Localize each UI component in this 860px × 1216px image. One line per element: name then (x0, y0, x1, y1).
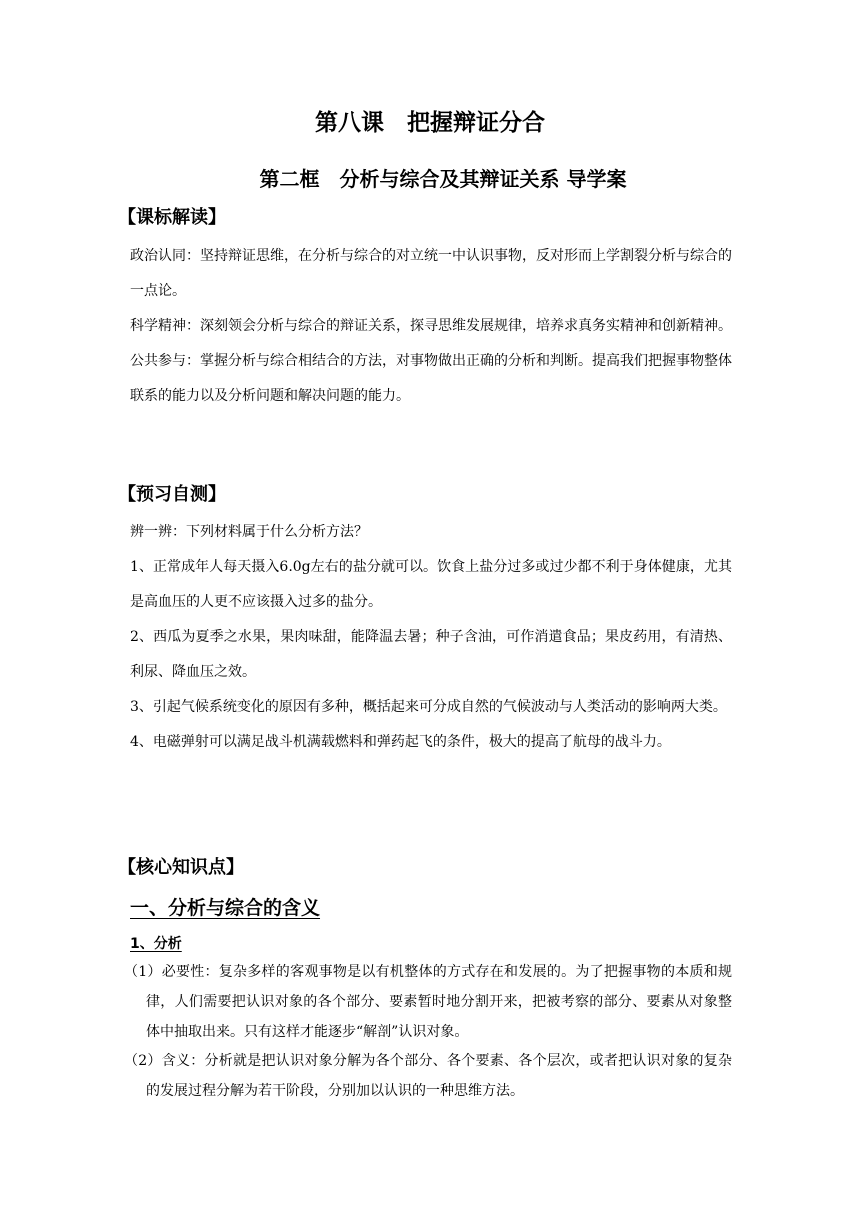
preview-body (130, 515, 732, 760)
core-point-heading: 1、分析 (130, 936, 182, 952)
paragraph: 4、电磁弹射可以满足战斗机满载燃料和弹药起飞的条件，极大的提高了航母的战斗力。 (130, 734, 671, 750)
paragraph: 政治认同：坚持辩证思维，在分析与综合的对立统一中认识事物，反对形而上学割裂分析与综合的一点论。 (130, 248, 732, 299)
paragraph: 2、西瓜为夏季之水果，果肉味甜，能降温去暑；种子含油，可作消遣食品；果皮药用，有清热、利尿、降血压之效。 (130, 629, 732, 680)
core-subheading: 一、分析与综合的含义 (130, 897, 321, 919)
paragraph: 3、引起气候系统变化的原因有多种，概括起来可分成自然的气候波动与人类活动的影响两大类。 (130, 699, 727, 715)
paragraph: 公共参与：掌握分析与综合相结合的方法，对事物做出正确的分析和判断。提高我们把握事物整体联系的能力以及分析问题和解决问题的能力。 (130, 353, 732, 404)
page-title: 第八课 把握辩证分合 (315, 110, 545, 136)
standards-body (130, 239, 732, 414)
section-heading-preview: 【预习自测】 (118, 484, 226, 505)
paragraph: 辨一辨：下列材料属于什么分析方法？ (130, 524, 368, 540)
list-item: （1）必要性：复杂多样的客观事物是以有机整体的方式存在和发展的。为了把握事物的本质和规律，人们需要把认识对象的各个部分、要素暂时地分割开来，把被考察的部分、要素从对象整体中抽取出来。只有这样才能逐步“解剖”认识对象。 (124, 964, 732, 1040)
list-item: （2）含义：分析就是把认识对象分解为各个部分、各个要素、各个层次，或者把认识对象的复杂的发展过程分解为若干阶段，分别加以认识的一种思维方法。 (124, 1053, 732, 1099)
paragraph: 科学精神：深刻领会分析与综合的辩证关系，探寻思维发展规律，培养求真务实精神和创新精神。 (130, 318, 732, 334)
page-subtitle: 第二框 分析与综合及其辩证关系 导学案 (259, 167, 627, 191)
paragraph: 1、正常成年人每天摄入6.0g左右的盐分就可以。饮食上盐分过多或过少都不利于身体健康，尤其是高血压的人更不应该摄入过多的盐分。 (130, 559, 732, 610)
section-heading-core: 【核心知识点】 (118, 857, 244, 878)
section-heading-standards: 【课标解读】 (118, 207, 226, 228)
